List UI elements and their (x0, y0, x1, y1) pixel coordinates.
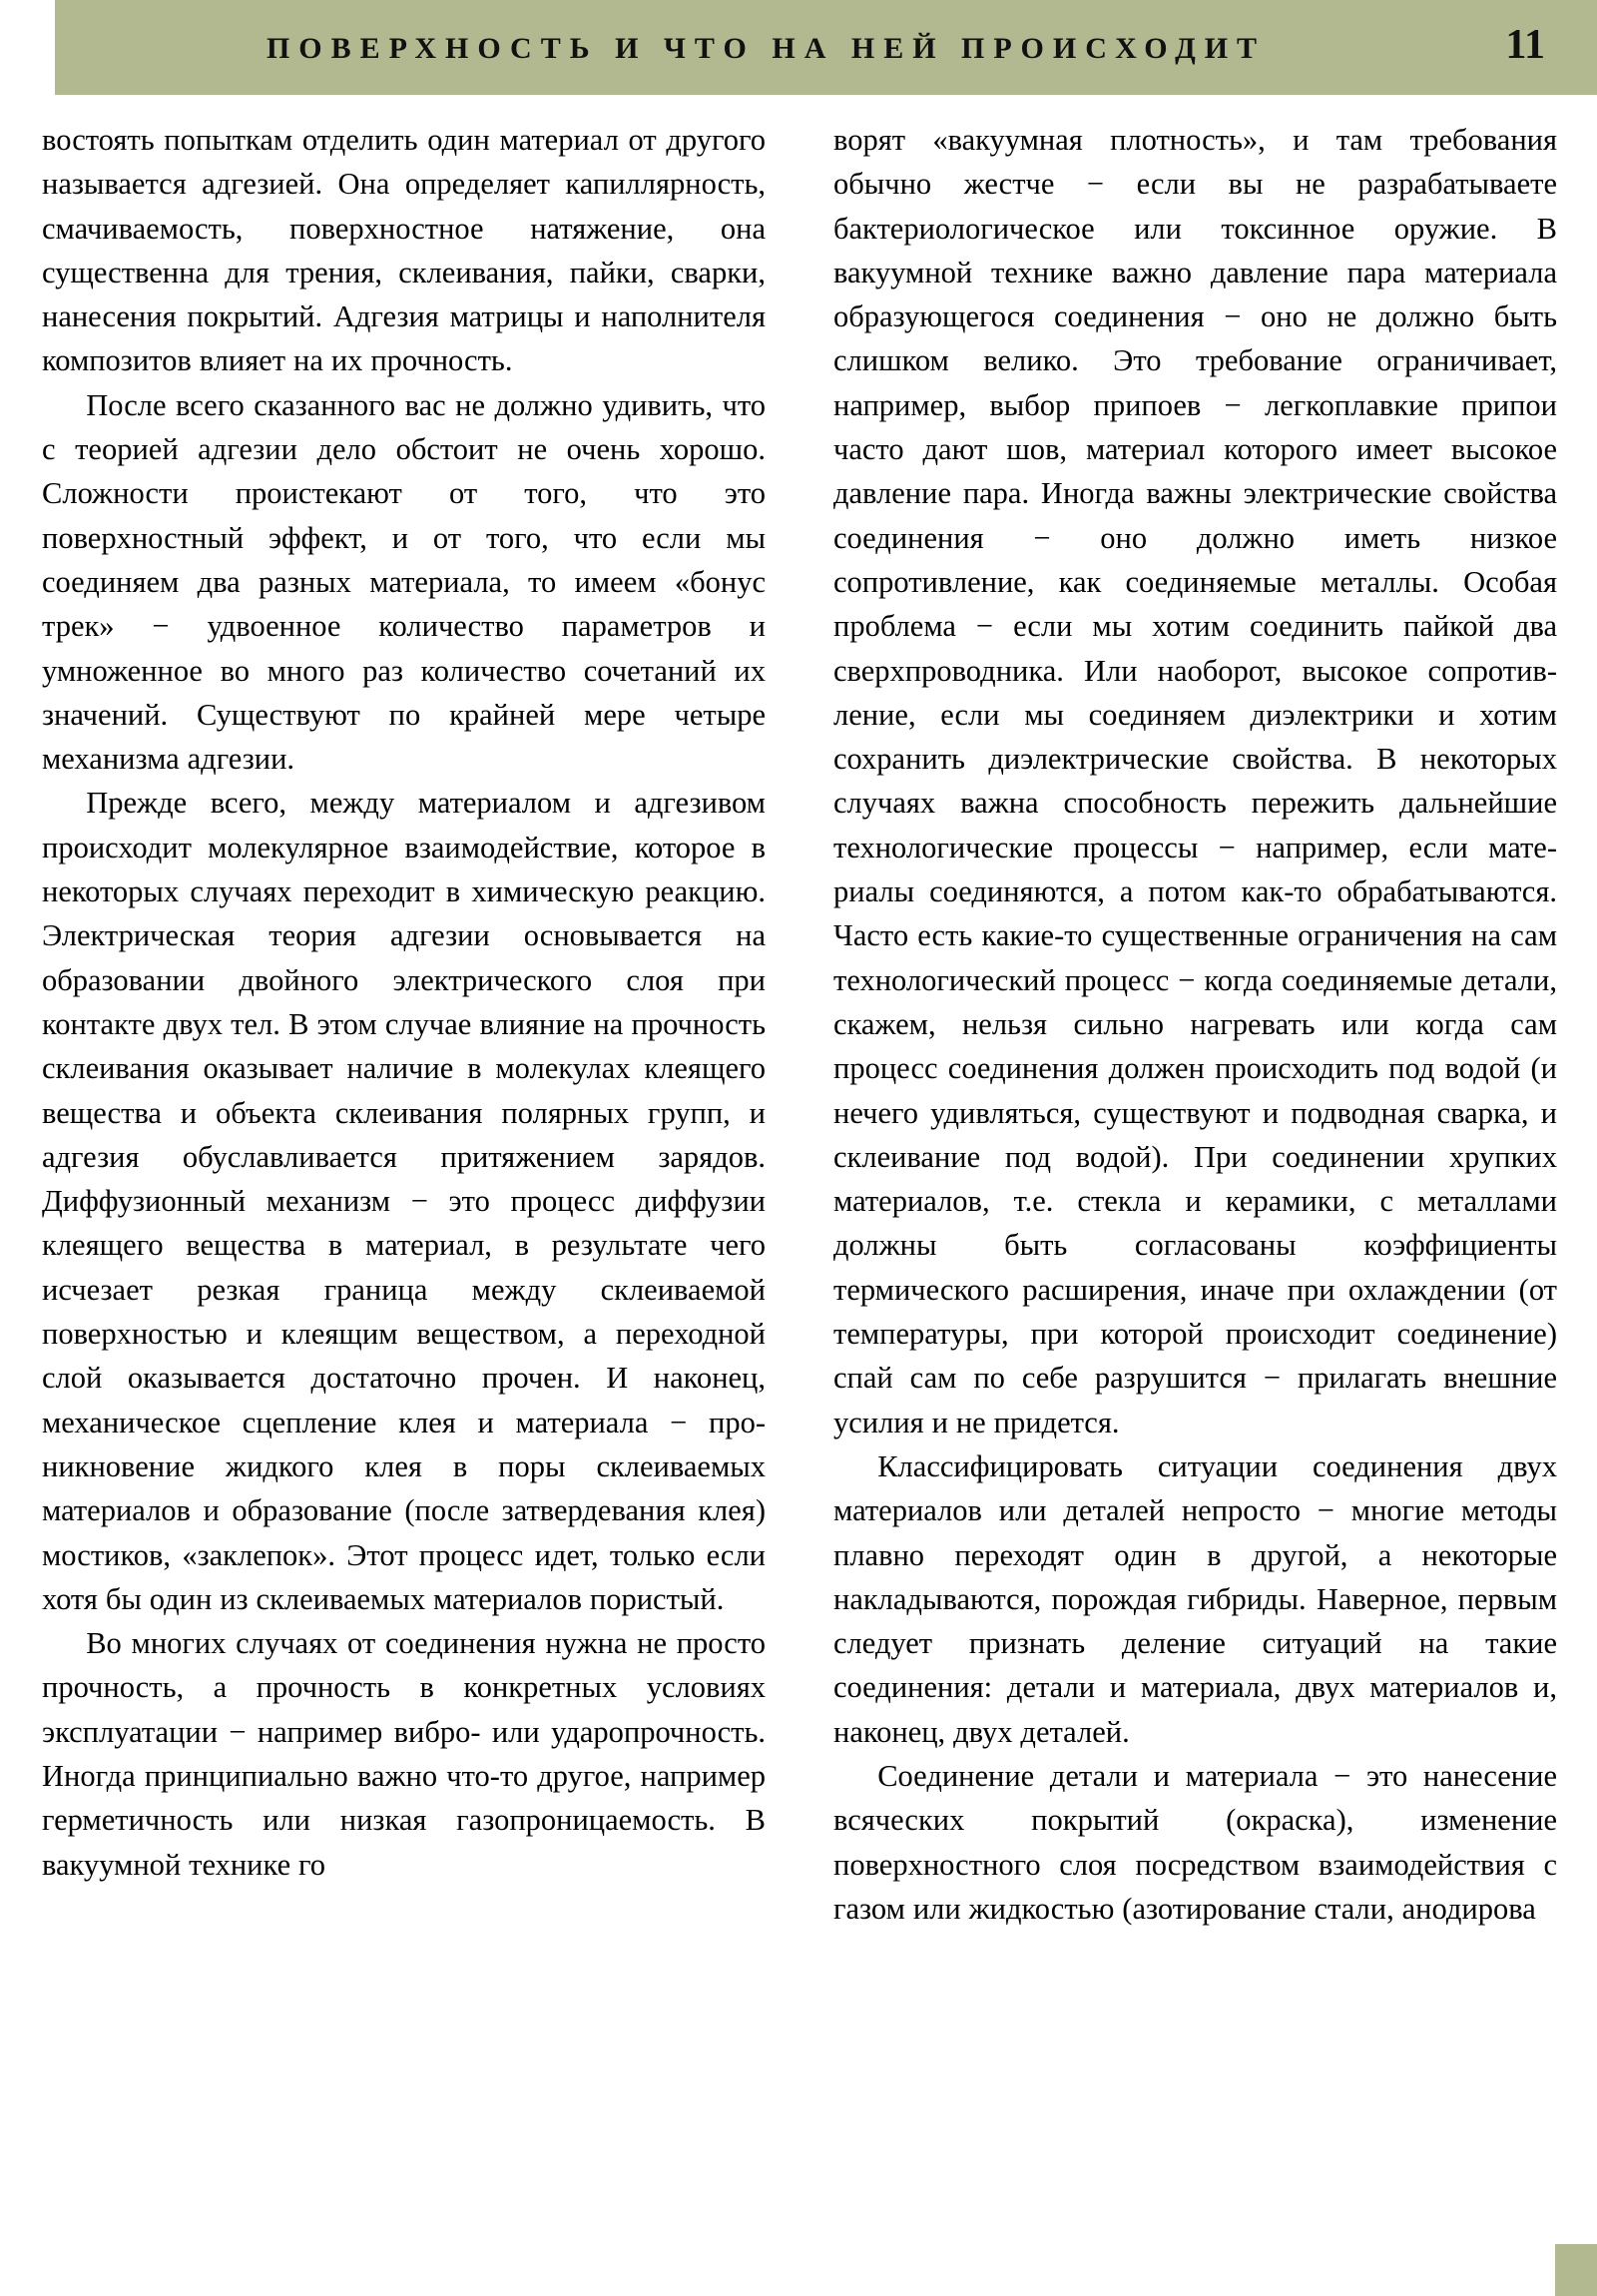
page-body (0, 118, 1597, 2296)
text-column-right (833, 118, 1557, 1931)
text-column-left (42, 118, 766, 1887)
paragraph: востоять попыткам отделить один материал от другого называется адгезией. Она определяет капиллярность, смачиваемость, поверхностное натяжение, она существенна для трения, склеивания, пайки, сварки, нанесения покрытий. Адгезия матрицы и наполнителя композитов влияет на их прочность. (42, 123, 766, 378)
paragraph: После всего сказанного вас не должно удивить, что с теорией адгезии дело обстоит не очень хорошо. Сложности проистекают от того, что это поверхностный эффект, и от того, что если мы соединяем два разных материала, то имеем «бонус трек» − удвоенное количество параметров и умноженное во много раз количество сочетаний их значений. Существуют по крайней мере четыре механизма адгезии. (42, 387, 766, 777)
running-head-band (55, 0, 1597, 95)
page-number: 11 (1505, 22, 1545, 68)
corner-decoration (1555, 2244, 1597, 2296)
paragraph: Соединение детали и материала − это нанесение всяческих покрытий (окраска), изменение поверхностного слоя посредством взаимодействия с газом или жидкостью (азотирование стали, анодирова (833, 1758, 1557, 1926)
paragraph: Во многих случаях от соединения нужна не просто прочность, а прочность в конкретных условиях эксплуатации − например вибро- или ударопрочность. Иногда принципиально важно что-то другое, например герметичность или низкая газопроницаемость. В вакуумной технике го (42, 1626, 766, 1882)
running-head-title: ПОВЕРХНОСТЬ И ЧТО НА НЕЙ ПРОИСХОДИТ (266, 32, 1267, 65)
paragraph: Прежде всего, между материалом и адгезивом происходит молекулярное взаимодействие, которое в некоторых случаях переходит в химическую реакцию. Электрическая теория адгезии основывается на образовании двойного электрического слоя при контакте двух тел. В этом случае влияние на прочность склеивания оказывает наличие в молекулах клеящего вещества и объекта склеивания полярных групп, и адгезия обуславливается притяжением зарядов. Диффузионный механизм − это процесс диффузии клеящего вещества в материал, в результате чего исчезает резкая граница между склеиваемой поверхностью и клеящим веществом, а переходной слой оказывается достаточно прочен. И наконец, механическое сцепление клея и материала − проникновение жидкого клея в поры склеиваемых материалов и образование (после затвердевания клея) мостиков, «заклепок». Этот процесс идет, только если хотя бы один из склеиваемых материалов пористый. (42, 786, 766, 1616)
paragraph: ворят «вакуумная плотность», и там требования обычно жестче − если вы не разрабатываете бактериологическое или токсинное оружие. В вакуумной технике важно давление пара материала образующегося соединения − оно не должно быть слишком велико. Это требование ограничивает, например, выбор припоев − легкоплавкие припои часто дают шов, материал которого имеет высокое давление пара. Иногда важны электрические свойства соединения − оно должно иметь низкое сопротивление, как соединяемые металлы. Особая проблема − если мы хотим соединить пайкой два сверхпроводника. Или наоборот, высокое сопротивление, если мы соединяем диэлектрики и хотим сохранить диэлектрические свойства. В некоторых случаях важна способность пережить дальнейшие технологические процессы − например, если материалы соединяются, а потом как-то обрабатываются. Часто есть какие-то существенные ограничения на сам технологический процесс − когда соединяемые детали, скажем, нельзя сильно нагревать или когда сам процесс соединения должен происходить под водой (и нечего удивляться, существуют и подводная сварка, и склеивание под водой). При соединении хрупких материалов, т.е. стекла и керамики, с металлами должны быть согласованы коэффициенты термического расширения, иначе при охлаждении (от температуры, при которой происходит соединение) спай сам по себе разрушится − прилагать внешние усилия и не придется. (833, 123, 1557, 1439)
paragraph: Классифицировать ситуации соединения двух материалов или деталей непросто − многие методы плавно переходят один в другой, а некоторые накладываются, порождая гибриды. Наверное, первым следует признать деление ситуаций на такие соединения: детали и материала, двух материалов и, наконец, двух деталей. (833, 1448, 1557, 1749)
